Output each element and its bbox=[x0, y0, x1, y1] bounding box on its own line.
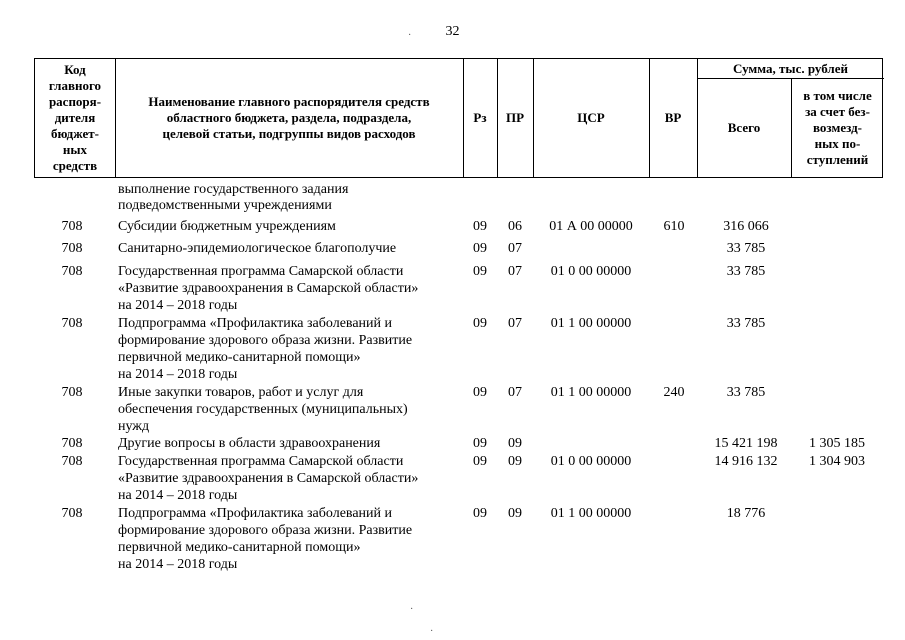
cell-code: 708 bbox=[61, 436, 83, 451]
cell-total: 33 785 bbox=[726, 264, 766, 279]
header-sum: Сумма, тыс. рублей bbox=[733, 60, 848, 76]
cell-rz: 09 bbox=[473, 385, 487, 400]
cell-rz: 09 bbox=[473, 454, 487, 469]
cell-free: 1 305 185 bbox=[809, 436, 865, 451]
header-rz: Рз bbox=[473, 110, 487, 125]
cell-name: Государственная программа Самарской области «Развитие здравоохранения в Самарской области» на 2014 – 2018 годы bbox=[118, 264, 419, 313]
header-total: Всего bbox=[727, 120, 761, 135]
cell-total: 33 785 bbox=[726, 385, 766, 400]
cell-rz: 09 bbox=[473, 241, 487, 256]
cell-code: 708 bbox=[61, 454, 83, 469]
cell-name: Субсидии бюджетным учреждениям bbox=[118, 219, 336, 234]
header-free: в том числе за счет без- возмезд- ных по- ступлений bbox=[803, 88, 872, 167]
cell-pr: 07 bbox=[508, 241, 522, 256]
cell-vr: 610 bbox=[663, 219, 685, 234]
cell-pr: 09 bbox=[508, 436, 522, 451]
table-header bbox=[34, 58, 883, 178]
cell-vr: 240 bbox=[663, 385, 685, 400]
cell-total: 33 785 bbox=[726, 316, 766, 331]
cell-rz: 09 bbox=[473, 219, 487, 234]
cell-pr: 09 bbox=[508, 454, 522, 469]
header-code: Код главного распоря- дителя бюджет- ных средств bbox=[48, 62, 102, 173]
cell-name: Подпрограмма «Профилактика заболеваний и формирование здорового образа жизни. Развитие первичной медико-санитарной помощи» на 2014 – 2018 годы bbox=[118, 506, 413, 572]
scan-speck: · bbox=[410, 604, 414, 615]
cell-rz: 09 bbox=[473, 316, 487, 331]
page-number: 32 bbox=[445, 24, 460, 39]
cell-code: 708 bbox=[61, 264, 83, 279]
cell-name: Государственная программа Самарской области «Развитие здравоохранения в Самарской области» на 2014 – 2018 годы bbox=[118, 454, 419, 503]
cell-pr: 09 bbox=[508, 506, 522, 521]
scan-speck: · bbox=[408, 30, 412, 41]
cell-name: Другие вопросы в области здравоохранения bbox=[118, 436, 381, 451]
cell-code: 708 bbox=[61, 506, 83, 521]
header-pr: ПР bbox=[505, 110, 525, 125]
cell-code: 708 bbox=[61, 316, 83, 331]
cell-csr: 01 А 00 00000 bbox=[549, 219, 633, 234]
cell-name: Иные закупки товаров, работ и услуг для обеспечения государственных (муниципальных) нужд bbox=[118, 385, 408, 434]
scan-speck: · bbox=[430, 626, 434, 637]
cell-pr: 07 bbox=[508, 316, 522, 331]
cell-csr: 01 0 00 00000 bbox=[550, 454, 632, 469]
cell-total: 18 776 bbox=[726, 506, 766, 521]
cell-total: 15 421 198 bbox=[714, 436, 778, 451]
cell-name: Подпрограмма «Профилактика заболеваний и формирование здорового образа жизни. Развитие первичной медико-санитарной помощи» на 2014 – 2018 годы bbox=[118, 316, 413, 382]
header-csr: ЦСР bbox=[577, 110, 605, 125]
cell-rz: 09 bbox=[473, 264, 487, 279]
header-name: Наименование главного распорядителя средств областного бюджета, раздела, подраздела, целевой статьи, подгруппы видов расходов bbox=[148, 94, 430, 141]
cell-code: 708 bbox=[61, 385, 83, 400]
cell-csr: 01 1 00 00000 bbox=[550, 506, 632, 521]
cell-csr: 01 0 00 00000 bbox=[550, 264, 632, 279]
cell-pr: 07 bbox=[508, 385, 522, 400]
cell-free: 1 304 903 bbox=[809, 454, 865, 469]
cell-csr: 01 1 00 00000 bbox=[550, 316, 632, 331]
cell-code: 708 bbox=[61, 219, 83, 234]
cell-rz: 09 bbox=[473, 436, 487, 451]
cell-rz: 09 bbox=[473, 506, 487, 521]
cell-csr: 01 1 00 00000 bbox=[550, 385, 632, 400]
cell-total: 33 785 bbox=[726, 241, 766, 256]
cell-pr: 07 bbox=[508, 264, 522, 279]
cell-code: 708 bbox=[61, 241, 83, 256]
header-vr: ВР bbox=[664, 110, 682, 125]
cell-pr: 06 bbox=[508, 219, 522, 234]
cell-name: Санитарно-эпидемиологическое благополучие bbox=[118, 241, 397, 256]
continuation-text: выполнение государственного задания подведомственными учреждениями bbox=[118, 182, 349, 213]
cell-total: 316 066 bbox=[723, 219, 769, 234]
cell-total: 14 916 132 bbox=[714, 454, 778, 469]
